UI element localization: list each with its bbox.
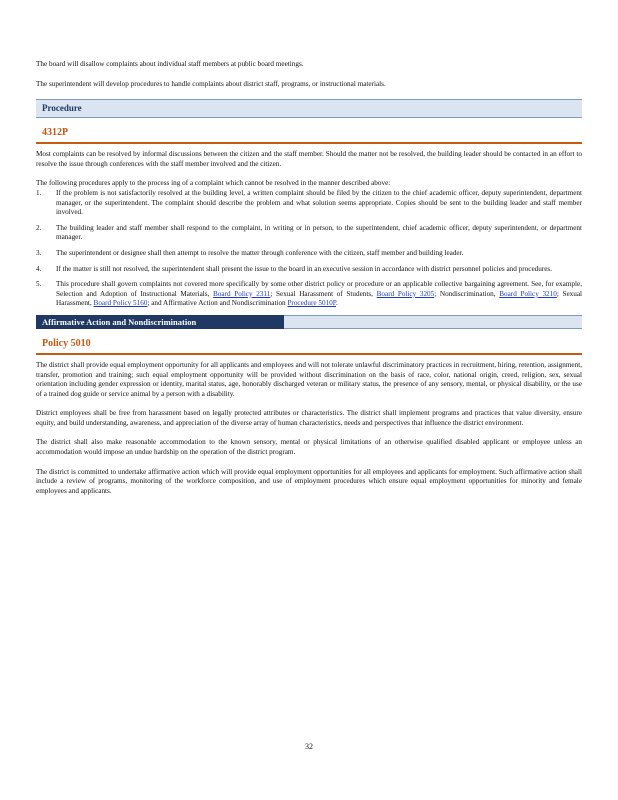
board-policy-3205-link[interactable]: Board Policy 3205: [376, 289, 435, 298]
list-item-number: 4.: [36, 264, 42, 273]
procedure-paragraph-1: Most complaints can be resolved by informal discussions between the citizen and the staff member. Should the matter not be resolved, the building leader should be contacted in an effort to resolve the issue through conferences with the staff member involved and the citizen.: [36, 150, 582, 168]
board-policy-2311-link[interactable]: Board Policy 2311: [213, 289, 271, 298]
list-item: [36, 280, 582, 309]
item5-text-e: ; and Affirmative Action and Nondiscrimination: [147, 299, 286, 308]
list-item-text: The building leader and staff member shall respond to the complaint, in writing or in person, to the superintendent, chief academic officer, deputy superintendent, or department manager.: [56, 223, 582, 242]
item5-text-a: This procedure shall govern complaints not covered more specifically by some other district policy or procedure or an applicable collective bargaining agreement. See, for example, Selection and Adoption of Instructional Materials,: [56, 280, 582, 298]
list-item-text: If the problem is not satisfactorily resolved at the building level, a written complaint should be filed by the citizen to the chief academic officer, deputy superintendent, department manager, or the superintendent. The complaint should describe the problem and what solution seems appropriate. Copies should be sent to the building leader and staff member involved.: [56, 188, 582, 217]
document-page: [36, 60, 582, 496]
affirmative-heading-bar: [36, 315, 582, 329]
affirmative-paragraph-3: The district shall also make reasonable accommodation to the known sensory, mental or physical limitations of an otherwise qualified disabled applicant or employee unless an accommodation would impose an undue hardship on the operation of the district program.: [36, 438, 582, 457]
list-item-text: The superintendent or designee shall then attempt to resolve the matter through conference with the citizen, staff member and building leader.: [56, 248, 464, 257]
affirmative-paragraph-2: District employees shall be free from harassment based on legally protected attributes or characteristics. The district shall implement programs and practices that value diversity, ensure equity, and build understanding, awareness, and appreciation of the diverse array of human characteristics, needs and perspectives that influence the district environment.: [36, 409, 582, 427]
list-item-number: 5.: [36, 280, 42, 289]
affirmative-paragraph-4: The district is committed to undertake affirmative action which will provide equal employment opportunities for all employees and applicants for employment. Such affirmative action shall include a review of programs, monitoring of the workforce composition, and use of employment procedures which ensure equal employment opportunities for minority and female employees and applicants.: [36, 467, 582, 495]
list-item-number: 1.: [36, 188, 42, 197]
affirmative-heading-fill: [284, 315, 582, 329]
item5-text-c: ; Nondiscrimination,: [434, 289, 496, 298]
procedure-5010p-link[interactable]: Procedure 5010P: [287, 299, 336, 308]
procedure-paragraph-2: The following procedures apply to the process ing of a complaint which cannot be resolved in the manner described above:: [36, 179, 391, 188]
procedure-heading: Procedure: [36, 99, 582, 118]
item5-text-d: ; Sexual Harassment,: [56, 289, 583, 308]
list-item: [36, 224, 582, 243]
list-item: [36, 265, 582, 275]
item5-text-f: .: [335, 299, 338, 308]
board-policy-3210-link[interactable]: Board Policy 3210: [499, 289, 557, 298]
procedure-code: 4312P: [42, 127, 69, 139]
list-item-number: 3.: [36, 248, 42, 257]
list-item-text: [56, 280, 582, 309]
list-item: [36, 189, 582, 218]
list-item: [36, 249, 582, 259]
affirmative-paragraph-1: The district shall provide equal employment opportunity for all applicants and employees and will not tolerate unlawful discriminatory practices in recruitment, hiring, retention, assignment, transfer, promotion and training; such equal employment opportunity will be provided without discrimination on the basis of race, color, national origin, creed, religion, sex, sexual orientation including gender expression or identity, marital status, age, honorably discharged veteran or military status, the presence of any sensory, mental, or physical disability, or the use of a trained dog guide or service animal by a person with a disability.: [36, 360, 582, 398]
board-policy-5160-link[interactable]: Board Policy 5160: [93, 299, 148, 308]
list-item-text: If the matter is still not resolved, the superintendent shall present the issue to the board in an executive session in accordance with district personnel policies and procedures.: [56, 264, 552, 273]
page-number: 32: [305, 742, 313, 751]
affirmative-policy-code: Policy 5010: [42, 337, 91, 349]
intro-paragraph-1: The board will disallow complaints about individual staff members at public board meetings.: [36, 60, 304, 68]
intro-paragraph-2: The superintendent will develop procedures to handle complaints about district staff, programs, or instructional materials.: [36, 79, 386, 88]
procedure-steps-list: [36, 189, 582, 309]
list-item-number: 2.: [36, 223, 42, 232]
affirmative-heading: Affirmative Action and Nondiscrimination: [36, 315, 284, 329]
item5-text-b: ; Sexual Harassment of Students,: [270, 289, 373, 298]
